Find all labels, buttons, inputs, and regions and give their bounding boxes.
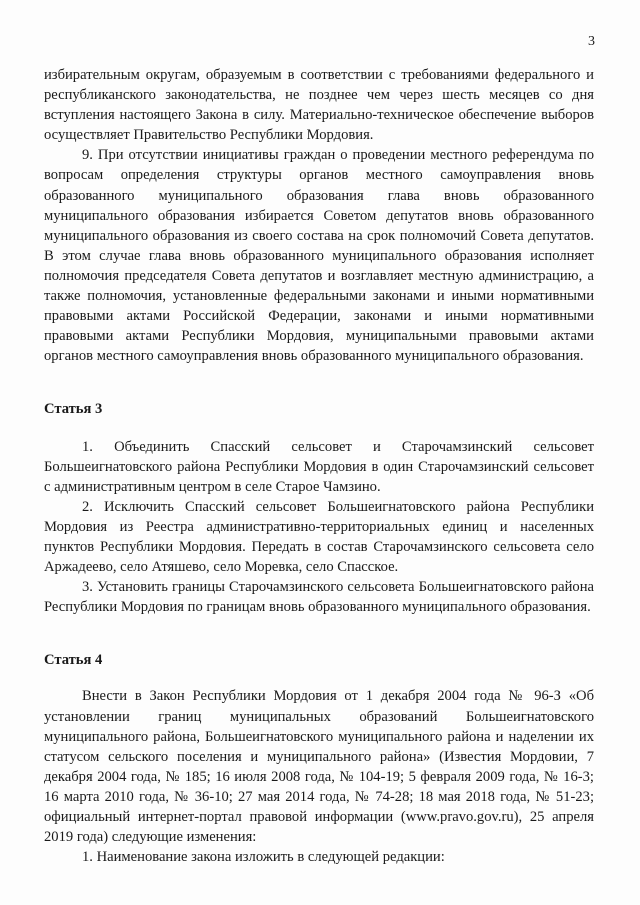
article-4-heading: Статья 4	[44, 652, 103, 669]
page-number: 3	[588, 34, 595, 49]
article-4-intro: Внести в Закон Республики Мордовия от 1 декабря 2004 года № 96-З «Об установлении границ муниципальных образований Большеигнатовского муниципального района, Большеигнатовского муниципального района и наделении их статусом сельского поселения и муниципального района» (Известия Мордовии, 7 декабря 2004 года, № 185; 16 июля 2008 года, № 104-19; 5 февраля 2009 года, № 16-3; 16 марта 2010 года, № 36-10; 27 мая 2014 года, № 74-28; 18 мая 2018 года, № 51-23; официальный интернет-портал правовой информации (www.pravo.gov.ru), 25 апреля 2019 года) следующие изменения:	[44, 688, 594, 846]
paragraph-item-9: 9. При отсутствии инициативы граждан о проведении местного референдума по вопросам определения структуры органов местного самоуправления вновь образованного муниципального образования глава вновь образованного муниципального образования избирается Советом депутатов вновь образованного муниципального образования из своего состава на срок полномочий Совета депутатов. В этом случае глава вновь образованного муниципального образования исполняет полномочия председателя Совета депутатов и возглавляет местную администрацию, а также полномочия, установленные федеральными законами и иными нормативными правовыми актами Российской Федерации, законами и иными нормативными правовыми актами Республики Мордовия, муниципальными правовыми актами органов местного самоуправления вновь образованного муниципального образования.	[44, 147, 594, 365]
article-3-item-3: 3. Установить границы Старочамзинского сельсовета Большеигнатовского района Республики Мордовия по границам вновь образованного муниципального образования.	[44, 579, 594, 616]
article-3-item-2: 2. Исключить Спасский сельсовет Большеигнатовского района Республики Мордовия из Реестра административно-территориальных единиц и населенных пунктов Республики Мордовия. Передать в состав Старочамзинского сельсовета село Аржадеево, село Атяшево, село Моревка, село Спасское.	[44, 498, 594, 576]
document-body	[44, 65, 594, 867]
article-3-item-1: 1. Объединить Спасский сельсовет и Старочамзинский сельсовет Большеигнатовского района Республики Мордовия в один Старочамзинский сельсовет с административным центром в селе Старое Чамзино.	[44, 438, 594, 495]
article-4-item-1: 1. Наименование закона изложить в следующей редакции:	[82, 849, 445, 866]
paragraph-continuation: избирательным округам, образуемым в соответствии с требованиями федерального и республиканского законодательства, не позднее чем через шесть месяцев со дня вступления настоящего Закона в силу. Материально-техническое обеспечение выборов осуществляет Правительство Республики Мордовия.	[44, 67, 594, 144]
article-3-heading: Статья 3	[44, 401, 103, 418]
